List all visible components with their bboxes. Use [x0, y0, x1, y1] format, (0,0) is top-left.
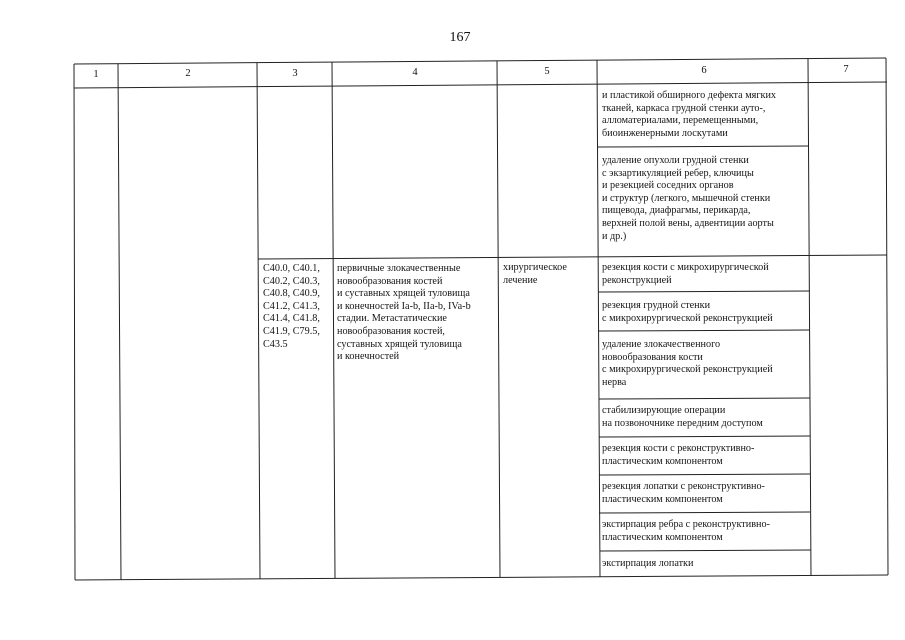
method-cell: стабилизирующие операции на позвоночнике передним доступом — [602, 405, 763, 429]
treatment-cell: хирургическое лечение — [503, 262, 567, 286]
icd-codes-cell: C40.0, C40.1, C40.2, C40.3, C40.8, C40.9, C41.2, C41.3, C41.4, C41.8, C41.9, C79.5, C43.5 — [263, 263, 320, 350]
header-col-6: 6 — [701, 65, 707, 76]
page-number: 167 — [449, 30, 471, 45]
header-col-5: 5 — [544, 66, 550, 77]
method-cell: удаление злокачественного новообразования кости с микрохирургической реконструкцией нерва — [602, 339, 773, 388]
method-cell: резекция грудной стенки с микрохирургической реконструкцией — [602, 300, 773, 324]
diagnosis-cell: первичные злокачественные новообразования костей и суставных хрящей туловища и конечностей Ia-b, IIa-b, IVa-b стадии. Метастатические новообразования костей, суставных хрящей туловища и конечностей — [337, 263, 471, 363]
header-col-7: 7 — [843, 64, 849, 75]
method-cell: экстирпация лопатки — [602, 558, 694, 569]
method-cell-continuation: и пластикой обширного дефекта мягких тканей, каркаса грудной стенки ауто-, алломатериалами, перемещенными, биоинженерными лоскутами — [602, 90, 777, 139]
method-cell: резекция кости с реконструктивно- пластическим компонентом — [602, 443, 755, 467]
method-cell: экстирпация ребра с реконструктивно- пластическим компонентом — [602, 519, 770, 543]
header-col-3: 3 — [292, 68, 298, 79]
header-col-2: 2 — [185, 68, 191, 79]
header-col-1: 1 — [93, 69, 99, 80]
method-cell: резекция лопатки с реконструктивно- пластическим компонентом — [602, 481, 765, 505]
method-cell-chest-wall-tumor: удаление опухоли грудной стенки с экзартикуляцией ребер, ключицы и резекцией соседних органов и структур (легкого, мышечной стенки пищевода, диафрагмы, перикарда, верхней полой вены, адвентиции аорты и др.) — [602, 155, 774, 242]
method-cell: резекция кости с микрохирургической реконструкцией — [602, 262, 769, 286]
header-col-4: 4 — [412, 67, 418, 78]
